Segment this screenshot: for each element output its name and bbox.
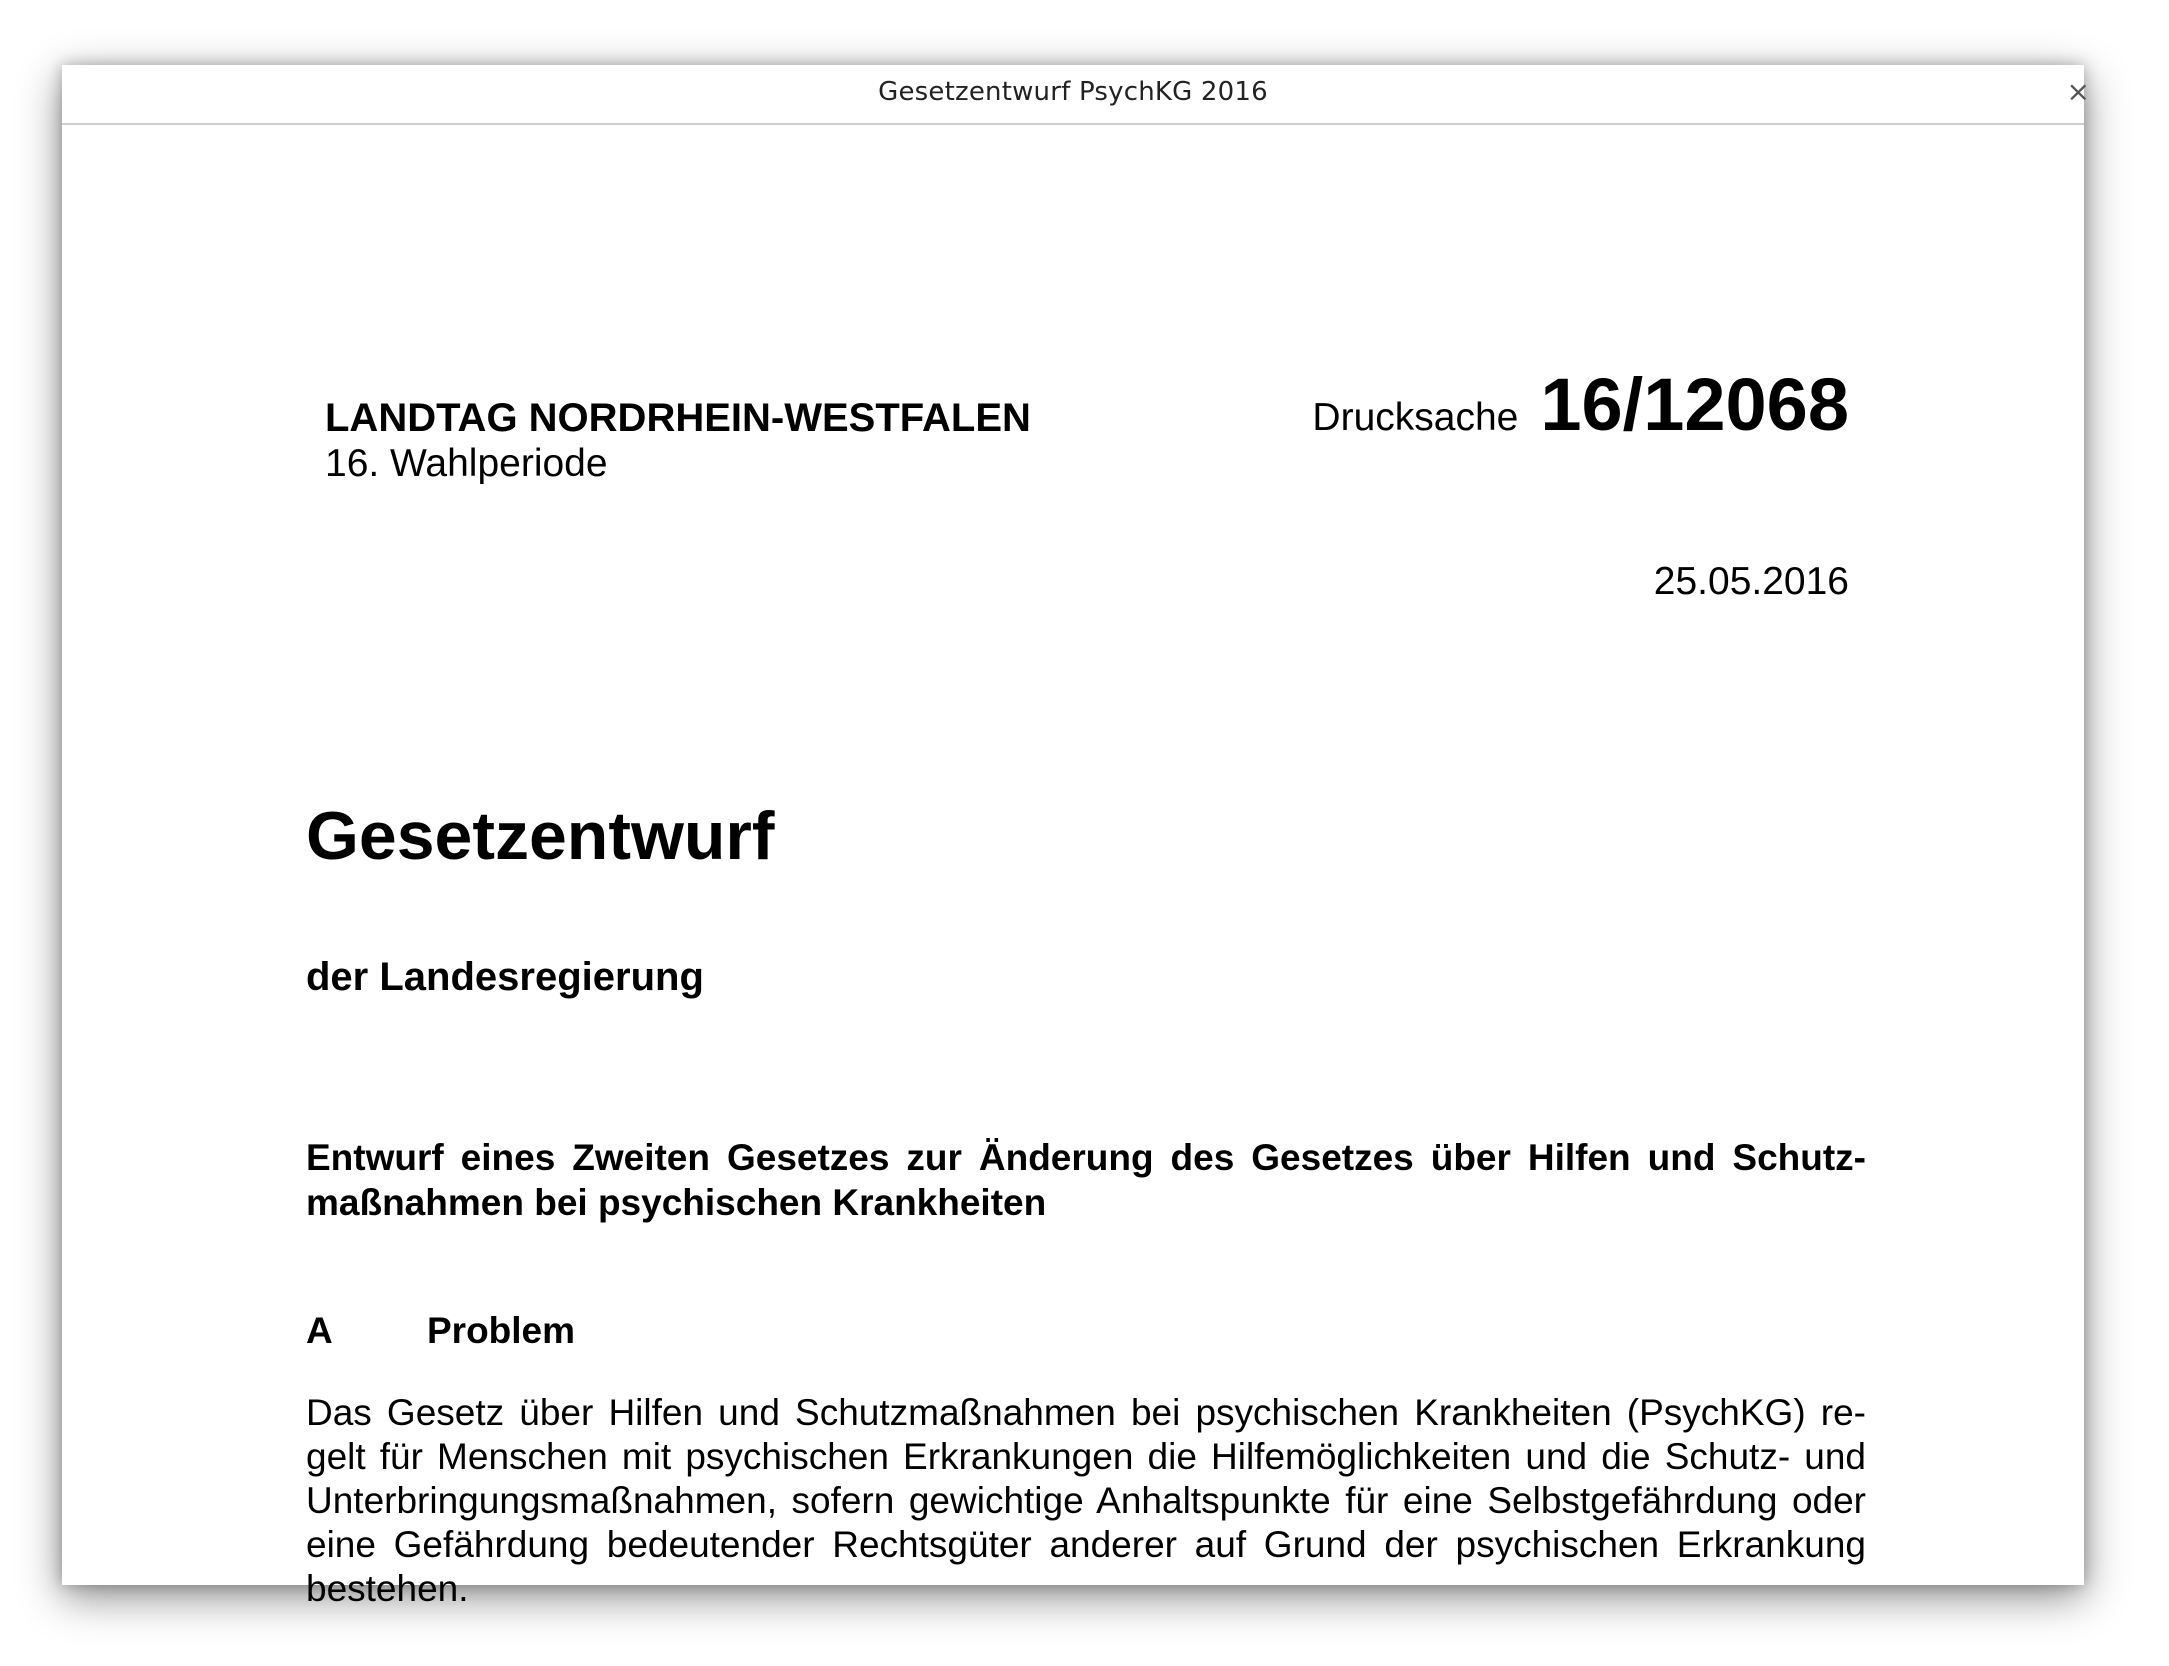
close-icon[interactable]: × <box>2066 75 2090 108</box>
document-subject: Entwurf eines Zweiten Gesetzes zur Änderung des Gesetzes über Hilfen und Schutz-maßnahmen bei psychischen Krankheiten <box>306 1137 1866 1223</box>
section-heading <box>306 1310 575 1352</box>
document-date: 25.05.2016 <box>1653 560 1849 603</box>
window-title: Gesetzentwurf PsychKG 2016 <box>878 77 1268 107</box>
drucksache-number: 16/12068 <box>1540 363 1849 446</box>
document-title: Gesetzentwurf <box>306 798 775 874</box>
section-body-text: Das Gesetz über Hilfen und Schutzmaßnahmen bei psychischen Krankheiten (PsychKG) re-gelt für Menschen mit psychischen Erkrankungen die Hilfemöglichkeiten und die Schutz- und Unterbringungsmaßnahmen, sofern gewichtige Anhaltspunkte für eine Selbstgefährdung oder eine Gefährdung bedeutender Rechtsgüter anderer auf Grund der psychischen Erkrankung bestehen. <box>306 1392 1866 1609</box>
section-title: Problem <box>427 1310 576 1351</box>
document-page <box>62 125 2084 1609</box>
institution-name: LANDTAG NORDRHEIN-WESTFALEN <box>325 396 1031 440</box>
document-origin: der Landesregierung <box>306 955 704 999</box>
document-window <box>62 65 2090 1609</box>
institution-block <box>325 395 1031 487</box>
drucksache-label: Drucksache <box>1312 396 1519 439</box>
electoral-period: 16. Wahlperiode <box>325 442 608 485</box>
drucksache-block <box>1312 362 1849 447</box>
title-bar[interactable] <box>62 65 2090 125</box>
section-letter: A <box>306 1310 333 1351</box>
